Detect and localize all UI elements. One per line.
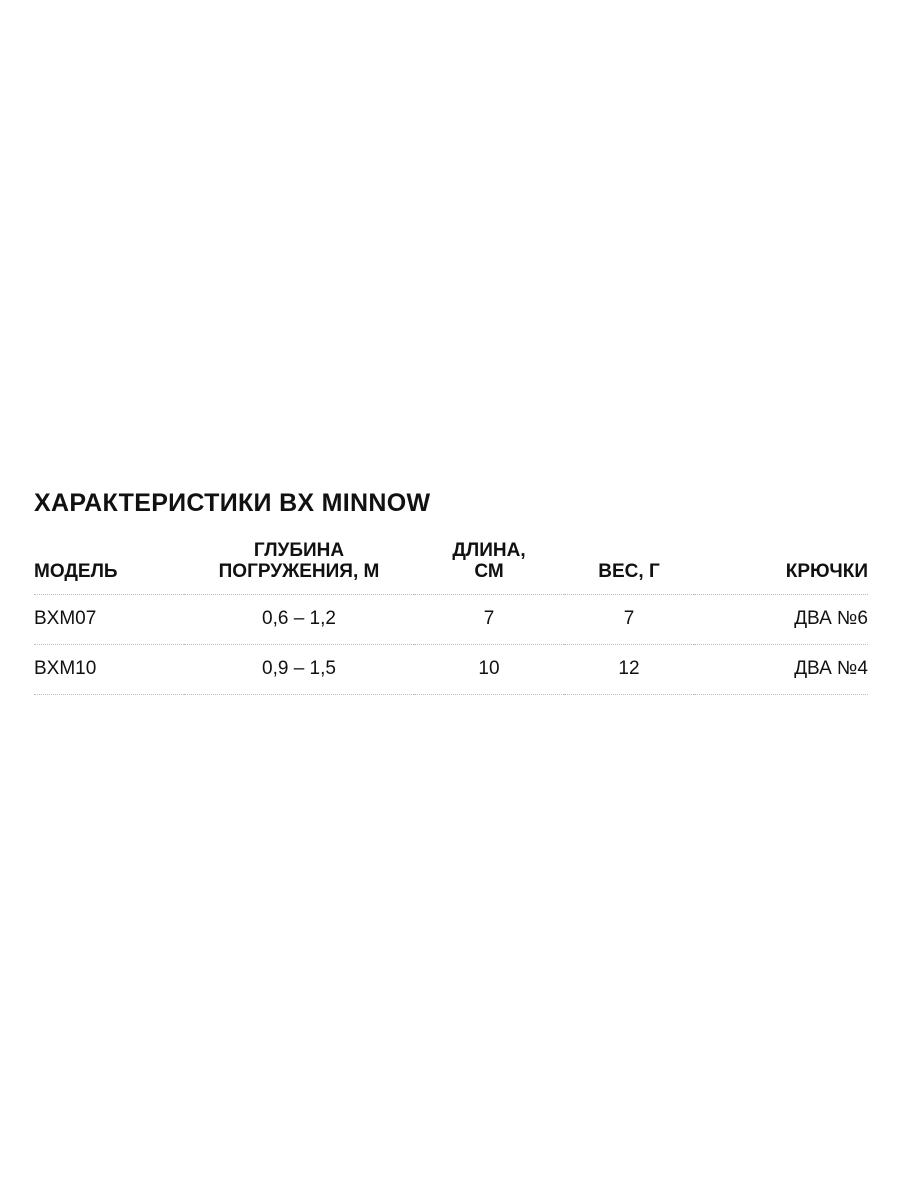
table-body xyxy=(34,595,868,695)
cell-model: BXM10 xyxy=(34,658,97,679)
table-header xyxy=(34,540,868,595)
page-title: ХАРАКТЕРИСТИКИ BX MINNOW xyxy=(34,489,431,517)
header-depth-line1: ГЛУБИНА xyxy=(253,540,345,561)
header-model xyxy=(34,540,184,595)
cell-hooks: ДВА №6 xyxy=(794,608,868,629)
cell-length: 10 xyxy=(478,658,500,679)
cell-model: BXM07 xyxy=(34,608,97,629)
spec-block xyxy=(34,486,868,695)
header-length xyxy=(414,540,564,595)
header-depth-line2: ПОГРУЖЕНИЯ, М xyxy=(218,561,380,582)
cell-length: 7 xyxy=(483,608,495,629)
header-length-line2: СМ xyxy=(474,561,504,582)
header-hooks-label: КРЮЧКИ xyxy=(785,561,868,582)
header-weight xyxy=(564,540,694,595)
spec-table xyxy=(34,540,868,695)
header-length-line1: ДЛИНА, xyxy=(452,540,526,561)
cell-weight: 7 xyxy=(623,608,635,629)
header-model-label: МОДЕЛЬ xyxy=(34,561,118,582)
table-header-row xyxy=(34,540,868,595)
cell-depth: 0,9 – 1,5 xyxy=(262,658,336,679)
header-hooks xyxy=(694,540,868,595)
cell-depth: 0,6 – 1,2 xyxy=(262,608,336,629)
table-row xyxy=(34,595,868,645)
cell-hooks: ДВА №4 xyxy=(794,658,868,679)
cell-weight: 12 xyxy=(618,658,640,679)
table-row xyxy=(34,645,868,695)
header-weight-label: ВЕС, Г xyxy=(598,561,660,582)
header-depth xyxy=(184,540,414,595)
